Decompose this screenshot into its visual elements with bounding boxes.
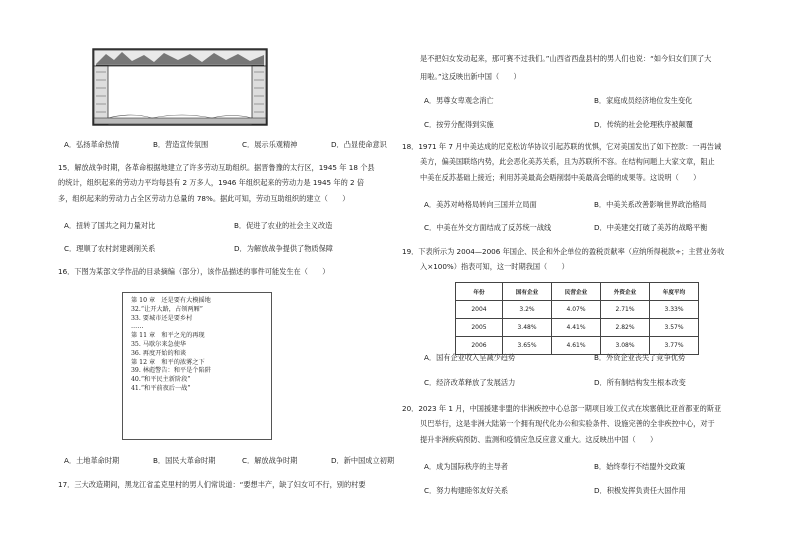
- catalog-line: 第 10 章 还是要有大模摇地: [131, 297, 211, 304]
- q20-option-a[interactable]: A．成为国际秩序的主导者: [424, 462, 508, 471]
- q14-option-b[interactable]: B．营造宣传氛围: [153, 140, 209, 149]
- table-cell: 2005: [456, 319, 503, 337]
- table-cell: 3.48%: [503, 319, 552, 337]
- q15-option-d[interactable]: D．为解放战争提供了物质保障: [234, 244, 333, 253]
- table-header-row: [456, 283, 699, 301]
- q18-stem: [402, 142, 721, 183]
- q16-option-b[interactable]: B．国民大革命时期: [153, 456, 216, 465]
- catalog-line: 39. 林彪警告：和平是个陷阱: [131, 367, 211, 375]
- table-cell: 3.77%: [650, 337, 699, 355]
- q17-option-a[interactable]: A．男尊女卑观念消亡: [424, 96, 494, 105]
- q19-option-d[interactable]: D．所有制结构发生根本改变: [594, 378, 686, 387]
- q19-option-b[interactable]: B．外资企业丧失了竞争优势: [594, 353, 686, 362]
- q16-stem: 16．下图为某部文学作品的目录摘编（部分），该作品描述的事件可能发生在（ ）: [58, 267, 330, 276]
- q15-option-b[interactable]: B．促进了农业的社会主义改造: [234, 221, 333, 230]
- catalog-line: 40.“和平民主新阶段”: [131, 376, 191, 384]
- q20-line-3: 提升非洲疾病预防、监测和疫情应急反应意义重大。这反映出中国（ ）: [420, 434, 658, 444]
- table-cell: 2004: [456, 301, 503, 319]
- table-header-cell: 年度平均: [650, 283, 699, 301]
- q15-options-row1: [64, 221, 404, 231]
- catalog-line: 41.“和平前夜后一战”: [131, 384, 191, 392]
- q19-stem: [402, 247, 724, 273]
- q17-option-b[interactable]: B．家庭成员经济地位发生变化: [594, 96, 693, 105]
- table-header-cell: 年份: [456, 283, 503, 301]
- q20-line-2: 贝巴举行，这是非洲大陆第一个拥有现代化办公和实验条件、设施完善的全非疾控中心，对于: [420, 419, 715, 429]
- q15-stem: [58, 163, 424, 204]
- q14-option-d[interactable]: D．凸显使命意识: [331, 140, 387, 149]
- tax-contribution-table: [455, 282, 699, 355]
- catalog-line: ……: [131, 323, 144, 331]
- catalog-line: 第 12 章 和平的浓雾之下: [131, 358, 205, 366]
- q18-option-a[interactable]: A．美苏对峙格局转向三国并立局面: [424, 200, 537, 209]
- q18-options-row1: [424, 200, 764, 210]
- q19-option-c[interactable]: C．经济改革释放了发展活力: [424, 378, 516, 387]
- table-row: [456, 337, 699, 355]
- table-cell: 3.2%: [503, 301, 552, 319]
- book-catalog-excerpt: [122, 292, 272, 440]
- q19-line-2: 入×100%）指表可知，这一时期我国（ ）: [420, 262, 569, 272]
- q17-option-d[interactable]: D．传统的社会伦理秩序被颠覆: [594, 120, 693, 129]
- q14-options: [64, 140, 420, 150]
- q18-line-3: 中美在反苏基础上接近；利用苏美最高会晤削弱中美最高会晤的成果等。这说明（ ）: [420, 172, 701, 182]
- q16-option-c[interactable]: C．解放战争时期: [242, 456, 298, 465]
- q15-line-3: 多，组织起来的劳动力占全区劳动力总量的 78%。据此可知，劳动互助组织的建立（ ）: [58, 193, 350, 203]
- q17-options-row1: [424, 96, 764, 106]
- q15-option-a[interactable]: A．扭转了国共之间力量对比: [64, 221, 156, 230]
- q18-option-b[interactable]: B．中美关系改善影响世界政治格局: [594, 200, 707, 209]
- catalog-line: 第 11 章 和平之光的再现: [131, 332, 205, 340]
- table-row: [456, 301, 699, 319]
- catalog-line: 33. 要城市还是要乡村: [131, 314, 193, 322]
- q20-line-1: 20．2023 年 1 月，中国援建非盟的非洲疾控中心总部一期项目竣工仪式在埃塞俄比亚首都亚的斯亚: [402, 404, 722, 413]
- q18-line-2: 美方，偏美国联络内势，此会恶化美苏关系，且为苏联所不容。在结构问题上大家文章，阻止: [420, 157, 715, 167]
- q20-option-c[interactable]: C．努力构建睦邻友好关系: [424, 486, 509, 495]
- table-row: [456, 319, 699, 337]
- catalog-line: 35. 马歇尔来急使华: [131, 340, 187, 348]
- table-header-cell: 民营企业: [552, 283, 601, 301]
- q19-options-row2: [424, 378, 764, 388]
- q17-line-3: 用啦。”这反映出新中国（ ）: [420, 72, 521, 81]
- q16-option-a[interactable]: A．土地革命时期: [64, 456, 120, 465]
- q15-line-1: 15．解放战争时期，各革命根据地建立了许多劳动互助组织。据晋鲁豫的太行区，1945 年 18 个县: [58, 163, 375, 172]
- table-header-cell: 外资企业: [601, 283, 650, 301]
- table-cell: 3.65%: [503, 337, 552, 355]
- q18-option-d[interactable]: D．中美建交打破了美苏的战略平衡: [594, 223, 708, 232]
- table-cell: 4.41%: [552, 319, 601, 337]
- q18-option-c[interactable]: C．中美在外交方面结成了反苏统一战线: [424, 223, 552, 232]
- q19-line-1: 19．下表所示为 2004—2006 年国企、民企和外企单位的盈税贡献率（应纳所得税款÷；主营业务收: [402, 247, 725, 256]
- table-cell: 4.61%: [552, 337, 601, 355]
- q17-line-2: 是不把妇女发动起来，那可赛不过我们。”山西省西盘县村的男人们也说：“如今妇女们顶了大: [420, 54, 712, 63]
- q14-option-a[interactable]: A．弘扬革命热情: [64, 140, 120, 149]
- table-cell: 2006: [456, 337, 503, 355]
- q20-option-b[interactable]: B．始终奉行不结盟外交政策: [594, 462, 686, 471]
- table-cell: 2.82%: [601, 319, 650, 337]
- q20-options-row1: [424, 462, 764, 472]
- table-cell: 4.07%: [552, 301, 601, 319]
- q16-option-d[interactable]: D．新中国成立初期: [331, 456, 395, 465]
- table-header-cell: 国有企业: [503, 283, 552, 301]
- q15-line-2: 的统计，组织起来的劳动力平均每县有 2 万多人，1946 年组织起来的劳动力是 1945 年的 2 倍: [58, 178, 365, 188]
- q14-option-c[interactable]: C．展示乐观精神: [242, 140, 298, 149]
- historical-illustration: [92, 48, 268, 126]
- q16-options: [64, 456, 420, 466]
- table-cell: 3.08%: [601, 337, 650, 355]
- catalog-line: 36. 再度开始的和谈: [131, 349, 187, 357]
- q20-option-d[interactable]: D．积极发挥负责任大国作用: [594, 486, 686, 495]
- q17-option-c[interactable]: C．按劳分配得到实施: [424, 120, 494, 129]
- table-cell: 3.57%: [650, 319, 699, 337]
- table-cell: 3.33%: [650, 301, 699, 319]
- q20-options-row2: [424, 486, 764, 496]
- q19-option-a[interactable]: A．国有企业收入呈减少趋势: [424, 353, 516, 362]
- q17-options-row2: [424, 120, 764, 130]
- q15-option-c[interactable]: C．理顺了农村封建剥削关系: [64, 244, 156, 253]
- q18-options-row2: [424, 223, 764, 233]
- q20-stem: [402, 404, 721, 445]
- table-cell: 2.71%: [601, 301, 650, 319]
- q17-line-1: 17．三大改造期间，黑龙江省孟克里村的男人们常说道：“要想丰产，缺了妇女可不行，别的村要: [58, 480, 366, 489]
- catalog-line: 32.“让开大路，占领两厢”: [131, 305, 203, 313]
- q15-options-row2: [64, 244, 404, 254]
- q18-line-1: 18．1971 年 7 月中美达成的尼克松访华协议引起苏联的忧惧，它对美国发出了如下控款：一再告诫: [402, 142, 722, 151]
